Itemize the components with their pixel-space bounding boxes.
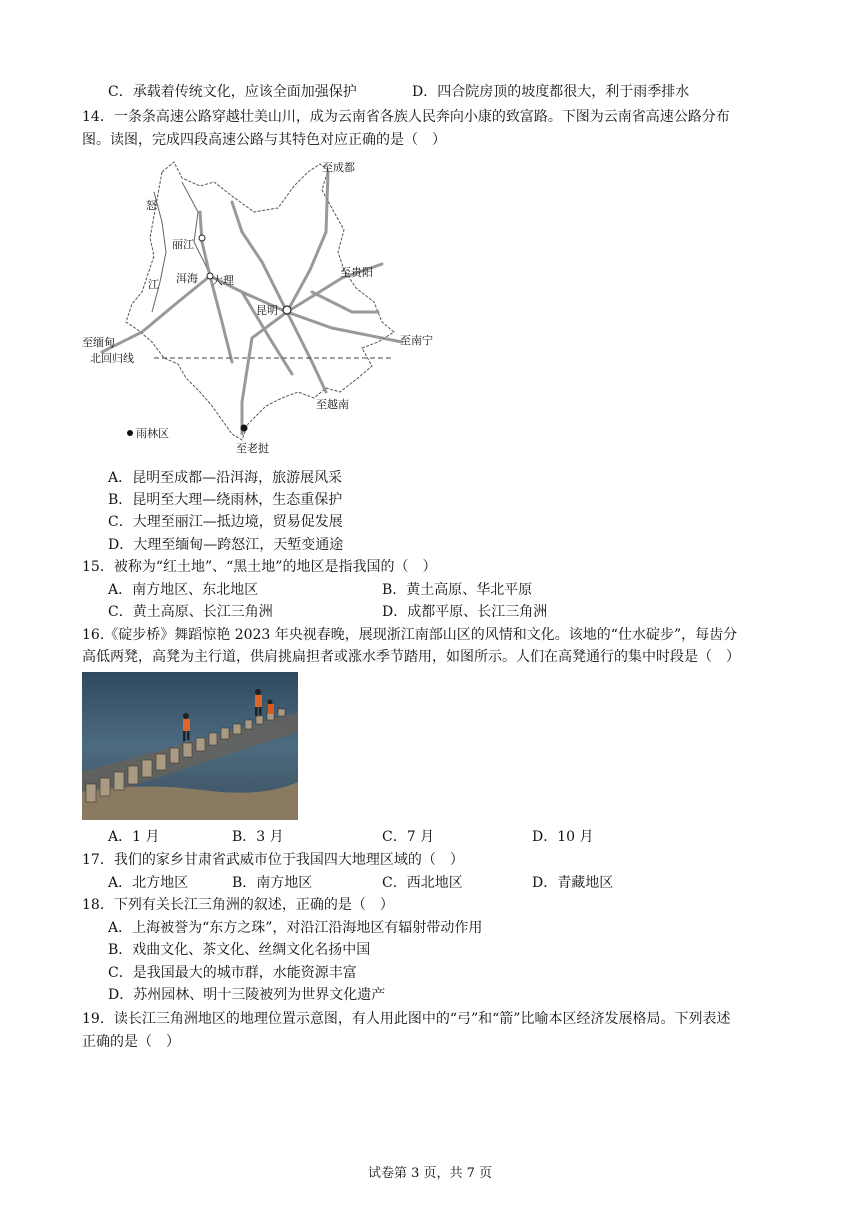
q17-option-a: A．北方地区	[108, 875, 189, 891]
label-tropic: 北回归线	[90, 352, 134, 365]
label-lijiang: 丽江	[172, 238, 194, 251]
q17-option-d: D．青藏地区	[532, 875, 614, 891]
q14-option-a: A．昆明至成都—沿洱海，旅游展风采	[108, 470, 343, 486]
q18-option-d: D．苏州园林、明十三陵被列为世界文化遗产	[108, 987, 386, 1003]
label-to-myanmar: 至缅甸	[82, 336, 115, 349]
q16-option-b: B．3 月	[232, 829, 284, 845]
lijiang-dot	[199, 235, 205, 241]
label-jiang: 江	[148, 278, 159, 291]
q17-stem: 17．我们的家乡甘肃省武威市位于我国四大地理区域的（ ）	[82, 852, 464, 868]
page-footer: 试卷第 3 页，共 7 页	[367, 1166, 493, 1181]
label-rainforest: 雨林区	[136, 427, 169, 440]
label-nu: 怒	[146, 199, 157, 212]
q18-option-b: B．戏曲文化、茶文化、丝绸文化名扬中国	[108, 942, 371, 958]
rainforest-dot	[127, 430, 133, 436]
laowo-dot	[241, 425, 248, 432]
kunming-dot	[283, 306, 291, 314]
label-to-guiyang: 至贵阳	[340, 266, 373, 279]
q16-stem-line2: 高低两凳，高凳为主行道，供肩挑扁担者或涨水季节踏用，如图所示。人们在高凳通行的集中时段是（ ）	[82, 649, 740, 665]
q18-option-c: C．是我国最大的城市群，水能资源丰富	[108, 965, 357, 981]
q16-option-a: A．1 月	[108, 829, 160, 845]
label-kunming: 昆明	[256, 304, 278, 317]
q19-stem-line2: 正确的是（ ）	[82, 1034, 180, 1050]
q14-option-d: D．大理至缅甸—跨怒江，天堑变通途	[108, 537, 344, 553]
q18-stem: 18．下列有关长江三角洲的叙述，正确的是（ ）	[82, 897, 394, 913]
label-dali: 大理	[212, 274, 234, 287]
q16-option-d: D．10 月	[532, 829, 594, 845]
q16-option-c: C．7 月	[382, 829, 435, 845]
q15-option-a: A．南方地区、东北地区	[108, 582, 259, 598]
q19-stem-line1: 19．读长江三角洲地区的地理位置示意图，有人用此图中的“弓”和“箭”比喻本区经济发展格局。下列表述	[82, 1011, 731, 1027]
q14-option-c: C．大理至丽江—抵边境，贸易促发展	[108, 514, 343, 530]
label-to-nanning: 至南宁	[400, 334, 433, 347]
q14-stem-line2: 图。读图，完成四段高速公路与其特色对应正确的是（ ）	[82, 132, 446, 148]
label-to-laos: 至老挝	[236, 442, 269, 455]
label-to-chengdu: 至成都	[322, 161, 355, 174]
q14-stem-line1: 14．一条条高速公路穿越壮美山川，成为云南省各族人民奔向小康的致富路。下图为云南省高速公路分布	[82, 109, 730, 125]
q18-option-a: A．上海被誉为“东方之珠”，对沿江沿海地区有辐射带动作用	[108, 920, 483, 936]
q17-option-b: B．南方地区	[232, 875, 313, 891]
q14-option-b: B．昆明至大理—绕雨林，生态重保护	[108, 492, 343, 508]
q16-stem-line1: 16.《碇步桥》舞蹈惊艳 2023 年央视春晚，展现浙江南部山区的风情和文化。该地的“仕水碇步”，每齿分	[82, 627, 738, 643]
yunnan-highway-map	[82, 152, 442, 460]
label-erhai: 洱海	[176, 272, 198, 285]
q15-option-b: B．黄土高原、华北平原	[382, 582, 533, 598]
q13-option-d: D．四合院房顶的坡度都很大，利于雨季排水	[412, 84, 690, 100]
q17-option-c: C．西北地区	[382, 875, 463, 891]
q15-option-d: D．成都平原、长江三角洲	[382, 604, 548, 620]
q15-option-c: C．黄土高原、长江三角洲	[108, 604, 273, 620]
label-to-vietnam: 至越南	[316, 398, 349, 411]
stepping-stone-bridge-photo	[82, 672, 298, 820]
q13-option-c: C．承载着传统文化，应该全面加强保护	[108, 84, 357, 100]
q15-stem: 15．被称为“红土地”、“黑土地”的地区是指我国的（ ）	[82, 559, 437, 575]
